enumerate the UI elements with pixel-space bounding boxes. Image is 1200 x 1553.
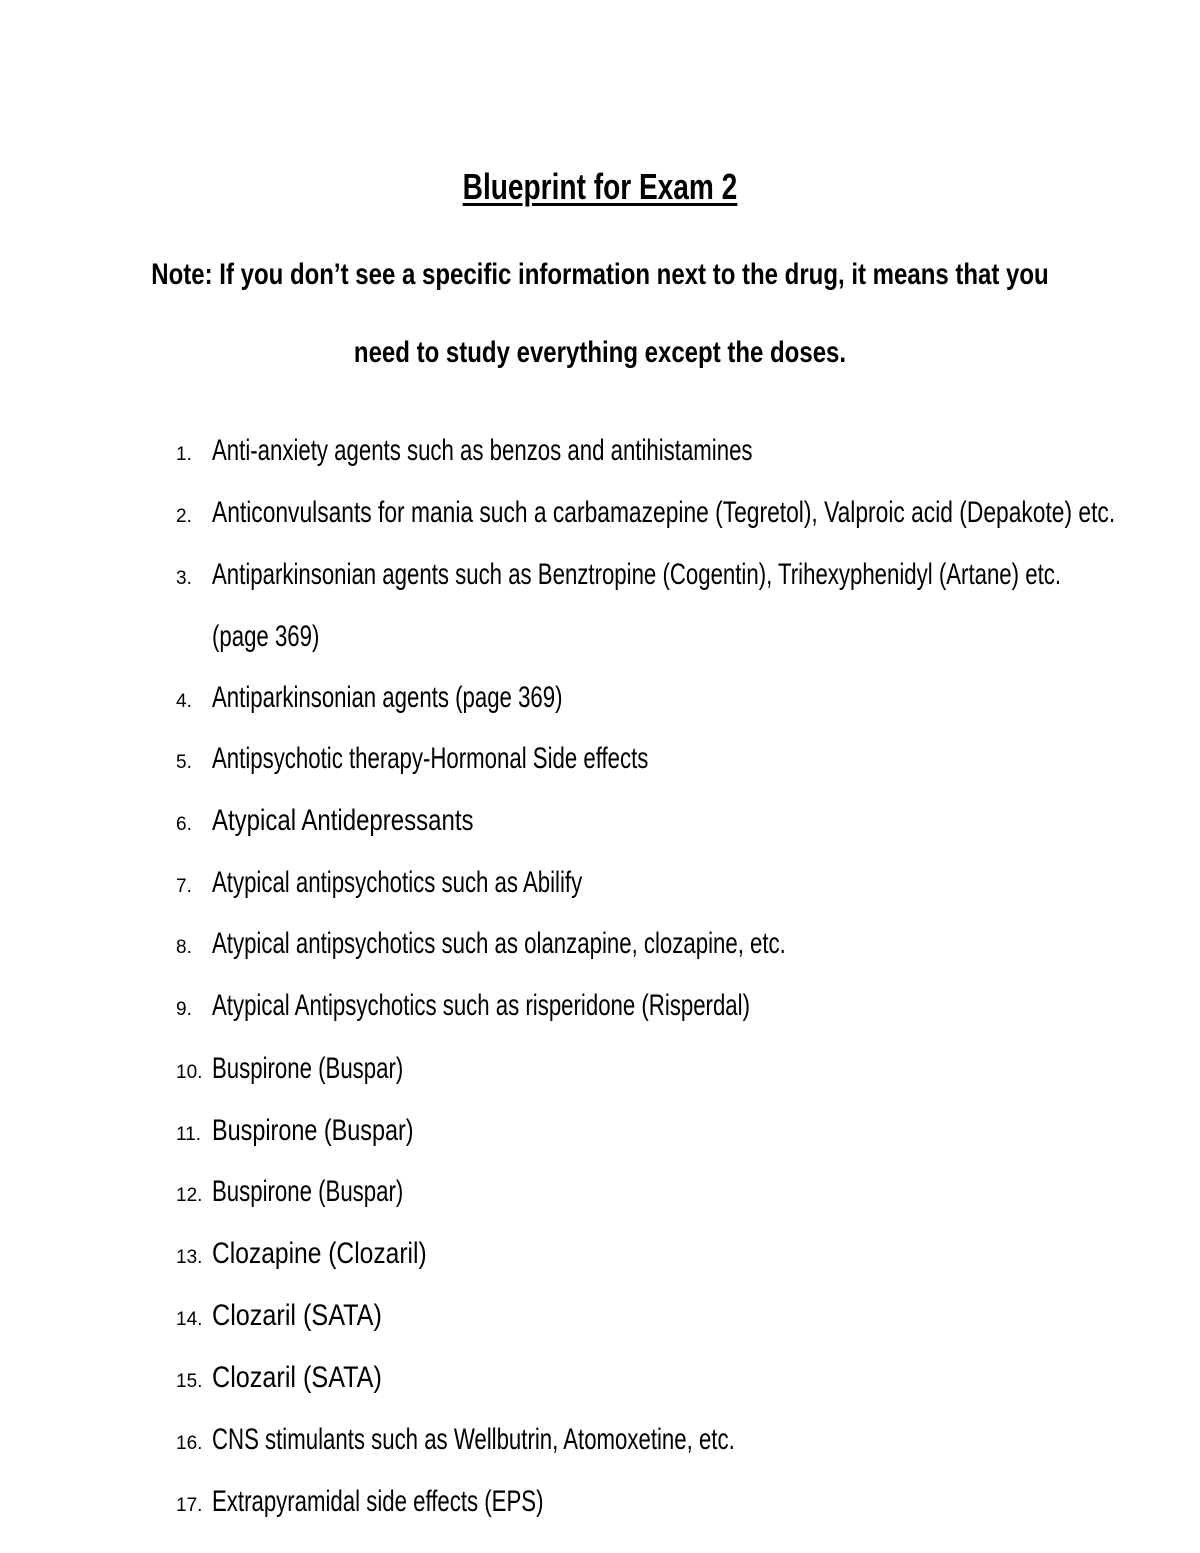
list-item — [0, 1052, 1200, 1092]
list-item — [0, 989, 1200, 1029]
list-item-text: Antiparkinsonian agents (page 369) — [212, 681, 563, 714]
list-item — [0, 1299, 1200, 1339]
list-item — [0, 1175, 1200, 1215]
list-item-number: 13. — [176, 1247, 203, 1268]
list-item-text: Buspirone (Buspar) — [212, 1175, 404, 1208]
list-item-text: Clozapine (Clozaril) — [212, 1237, 427, 1270]
list-item-number: 7. — [176, 876, 192, 897]
list-item-text: Atypical antipsychotics such as Abilify — [212, 866, 583, 899]
list-item-number: 2. — [176, 506, 192, 527]
list-item-text: Clozaril (SATA) — [212, 1299, 382, 1332]
list-item-number: 10. — [176, 1062, 203, 1083]
list-item-number: 11. — [176, 1124, 202, 1145]
list-item-text: Atypical Antidepressants — [212, 804, 474, 837]
list-item — [0, 804, 1200, 844]
list-item-text: Antiparkinsonian agents such as Benztropine (Cogentin), Trihexyphenidyl (Artane) etc. — [212, 558, 1061, 591]
list-item-text: Clozaril (SATA) — [212, 1361, 382, 1394]
list-item-text: CNS stimulants such as Wellbutrin, Atomoxetine, etc. — [212, 1423, 735, 1456]
list-item-text: Buspirone (Buspar) — [212, 1052, 404, 1085]
list-item-number: 6. — [176, 814, 192, 835]
list-item-number: 14. — [176, 1309, 203, 1330]
list-item — [0, 866, 1200, 906]
note-line-2: need to study everything except the doses. — [353, 336, 847, 369]
list-item-number: 4. — [176, 691, 192, 712]
list-item-number: 9. — [176, 999, 192, 1020]
list-item-number: 8. — [176, 937, 192, 958]
list-item-number: 15. — [176, 1371, 203, 1392]
list-item — [0, 434, 1200, 474]
list-item — [0, 558, 1200, 598]
list-item — [0, 681, 1200, 721]
list-item-text: Anticonvulsants for mania such a carbamazepine (Tegretol), Valproic acid (Depakote) etc. — [212, 496, 1116, 529]
list-item — [0, 927, 1200, 967]
list-item — [0, 1423, 1200, 1463]
list-item-number: 5. — [176, 752, 192, 773]
list-item — [0, 1237, 1200, 1277]
list-item-number: 16. — [176, 1433, 203, 1454]
list-item-text: Antipsychotic therapy-Hormonal Side effects — [212, 742, 649, 775]
list-item — [0, 1485, 1200, 1525]
list-item-text: Atypical antipsychotics such as olanzapine, clozapine, etc. — [212, 927, 786, 960]
list-item-continuation-text: (page 369) — [212, 620, 320, 653]
list-item-number: 3. — [176, 568, 192, 589]
list-item-number: 12. — [176, 1185, 203, 1206]
list-item-text: Anti-anxiety agents such as benzos and antihistamines — [212, 434, 753, 467]
list-item-text: Extrapyramidal side effects (EPS) — [212, 1485, 544, 1518]
document-title: Blueprint for Exam 2 — [462, 166, 738, 207]
list-item-continuation — [0, 620, 1200, 660]
list-item-number: 17. — [176, 1495, 203, 1516]
list-item-number: 1. — [176, 444, 192, 465]
note-line-1: Note: If you don’t see a specific information next to the drug, it means that you — [151, 258, 1049, 291]
list-item-text: Atypical Antipsychotics such as risperidone (Risperdal) — [212, 989, 750, 1022]
list-item — [0, 742, 1200, 782]
list-item-text: Buspirone (Buspar) — [212, 1114, 414, 1147]
list-item — [0, 496, 1200, 536]
list-item — [0, 1114, 1200, 1154]
list-item — [0, 1361, 1200, 1401]
